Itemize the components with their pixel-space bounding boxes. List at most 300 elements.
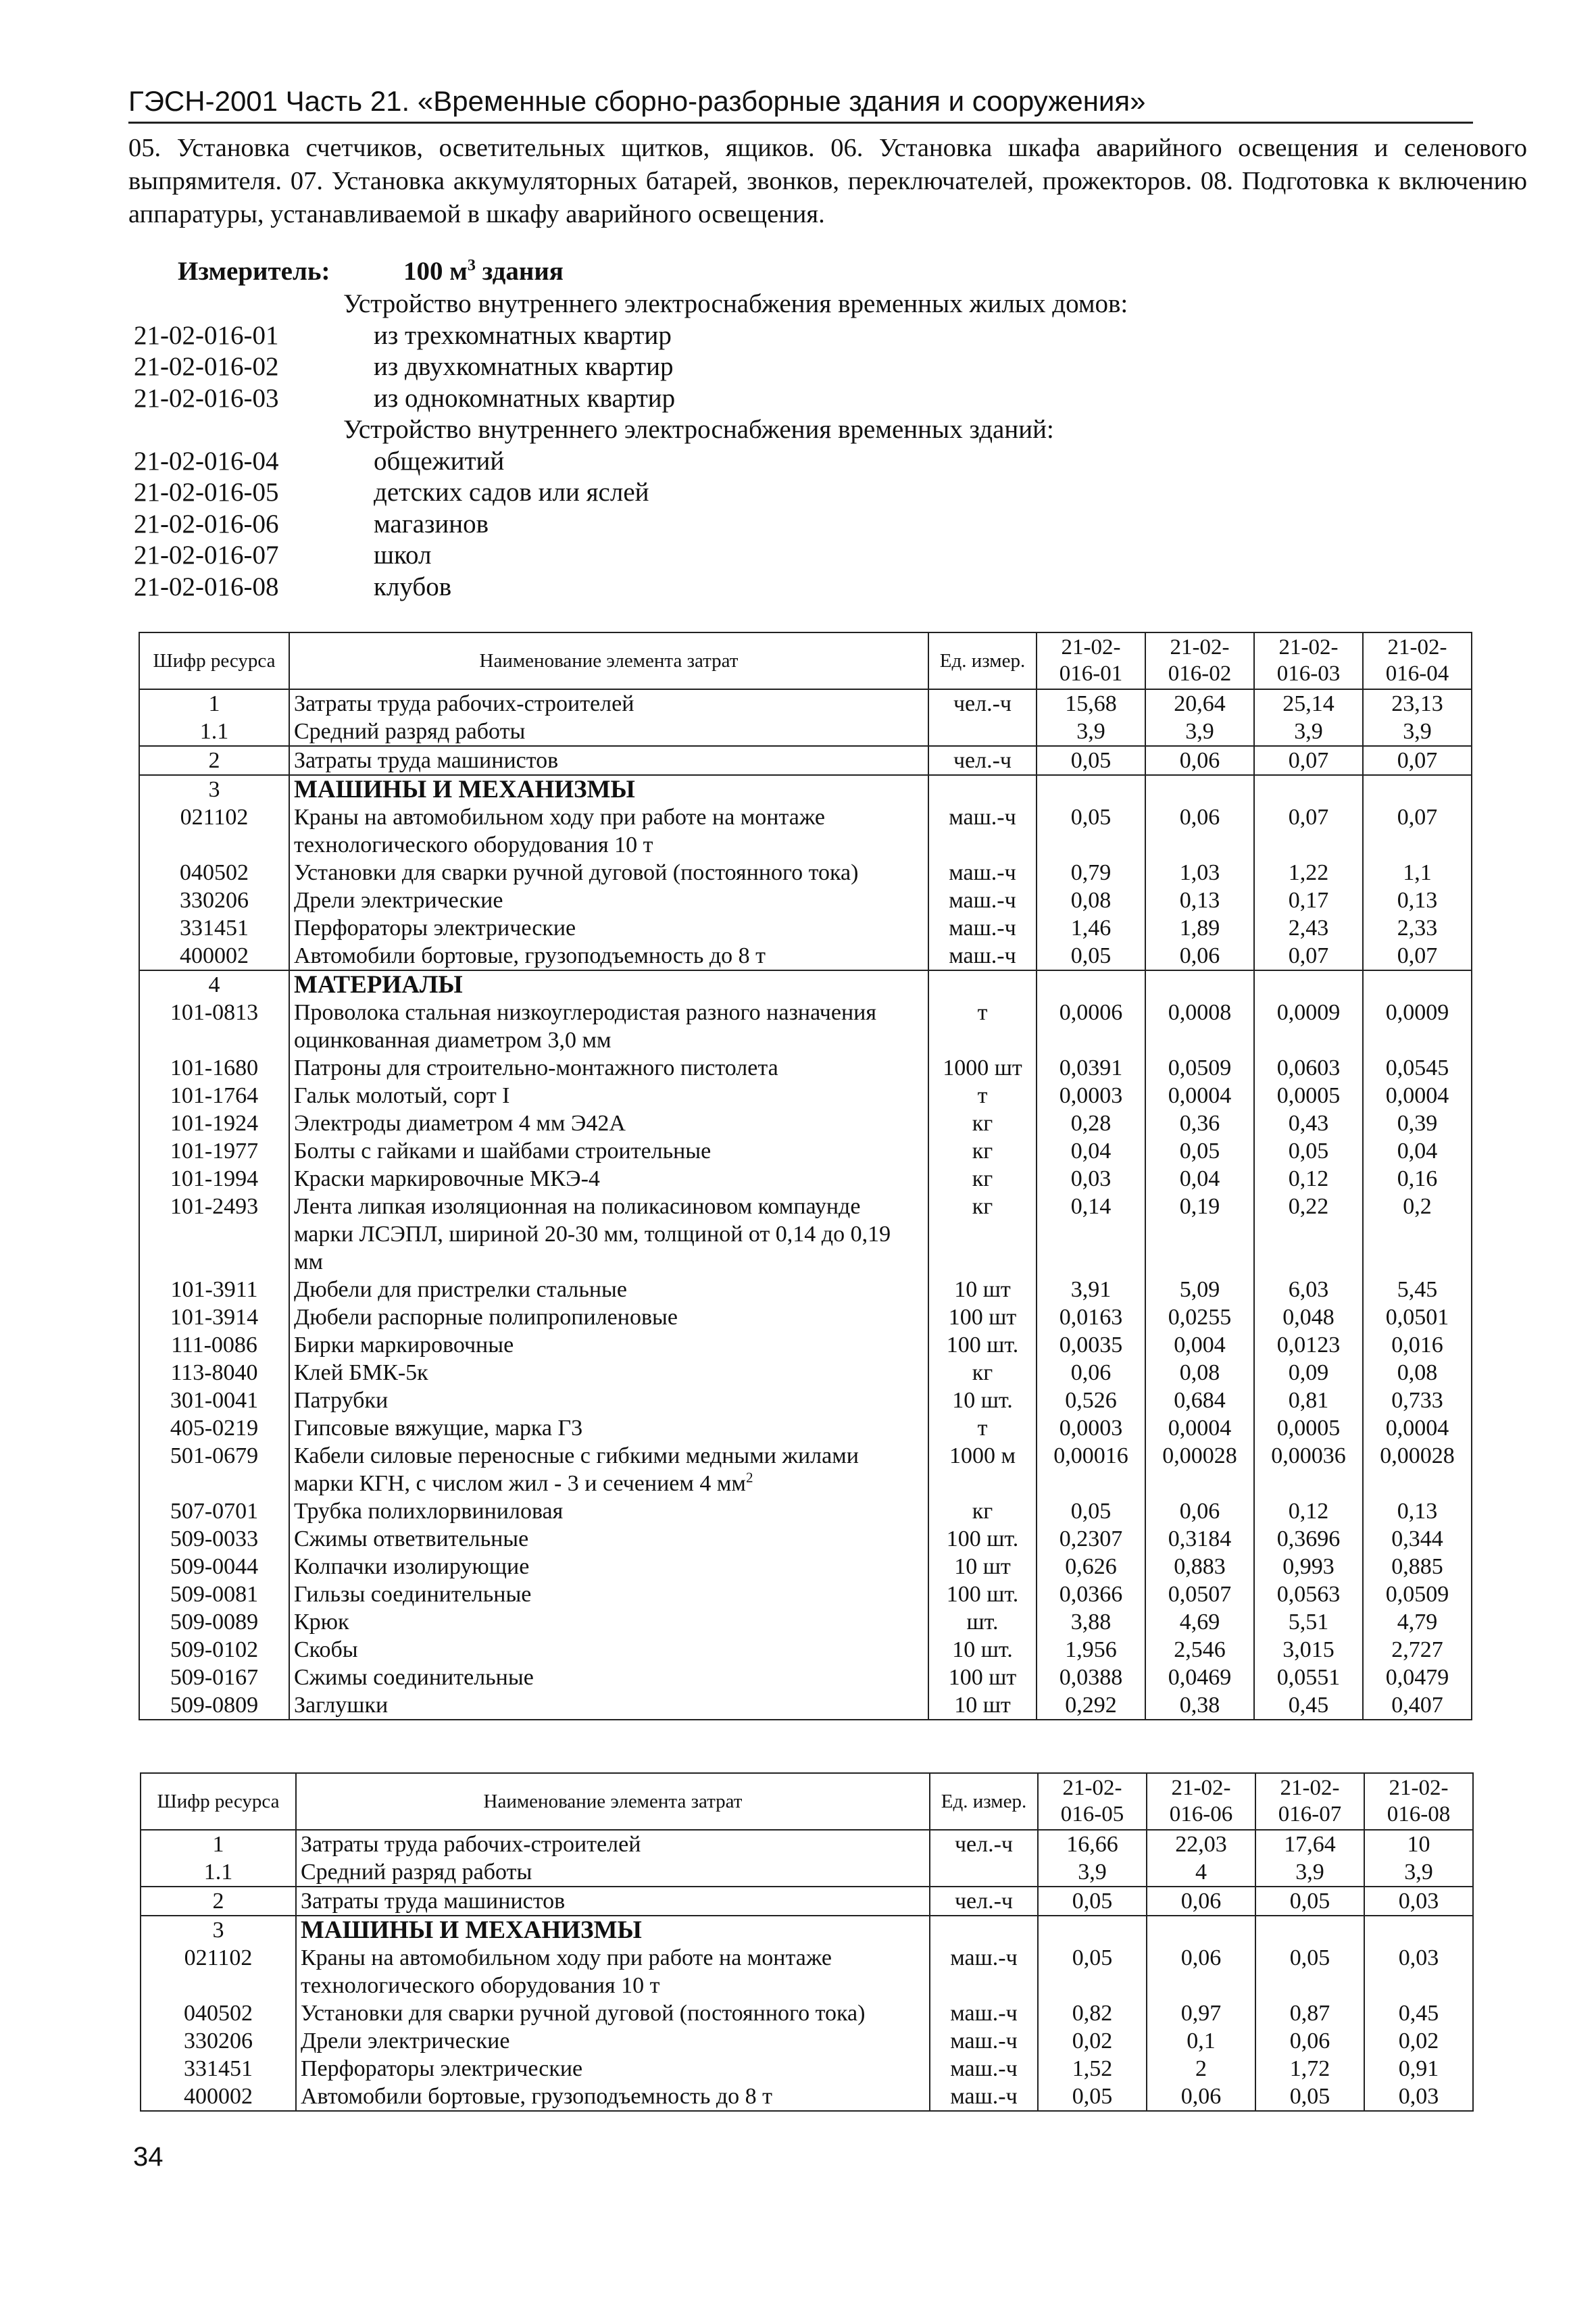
resource-code: 101-1924 bbox=[139, 1110, 289, 1137]
value-cell: 0,04 bbox=[1145, 1165, 1254, 1193]
unit-of-measure: кг bbox=[928, 1110, 1037, 1137]
value-cell bbox=[1363, 775, 1472, 803]
resource-code: 040502 bbox=[141, 1999, 296, 2027]
value-cell: 0,81 bbox=[1254, 1387, 1363, 1414]
table-row bbox=[139, 1387, 1472, 1414]
code-list-item: 21-02-016-05 детских садов или яслей bbox=[134, 478, 649, 507]
value-cell: 0,1 bbox=[1147, 2027, 1255, 2055]
unit-of-measure: т bbox=[928, 1082, 1037, 1110]
header-column-code: 21-02- 016-01 bbox=[1037, 632, 1145, 689]
resource-code: 021102 bbox=[141, 1944, 296, 1999]
value-cell: 0,06 bbox=[1145, 1497, 1254, 1525]
value-cell: 1,956 bbox=[1037, 1636, 1145, 1664]
value-cell: 0,0004 bbox=[1363, 1082, 1472, 1110]
value-cell: 3,9 bbox=[1364, 1858, 1473, 1887]
cost-element-name: Проволока стальная низкоуглеродистая разного назначения оцинкованная диаметром 3,0 мм bbox=[289, 999, 928, 1054]
cost-element-name: Болты с гайками и шайбами строительные bbox=[289, 1137, 928, 1165]
cost-element-name: Дюбели для пристрелки стальные bbox=[289, 1276, 928, 1303]
table-row bbox=[139, 1553, 1472, 1580]
table-row bbox=[139, 914, 1472, 942]
value-cell: 0,0545 bbox=[1363, 1054, 1472, 1082]
table-row bbox=[141, 1999, 1473, 2027]
value-cell: 0,05 bbox=[1255, 1887, 1364, 1916]
table-row bbox=[141, 2027, 1473, 2055]
value-cell: 0,00036 bbox=[1254, 1442, 1363, 1497]
value-cell: 0,626 bbox=[1037, 1553, 1145, 1580]
header-column-code: 21-02- 016-04 bbox=[1363, 632, 1472, 689]
measure-unit bbox=[178, 255, 564, 288]
table-row bbox=[141, 1830, 1473, 1858]
cost-element-name: Крюк bbox=[289, 1608, 928, 1636]
table-row bbox=[139, 803, 1472, 859]
cost-element-name: Трубка полихлорвиниловая bbox=[289, 1497, 928, 1525]
value-cell: 1,72 bbox=[1255, 2055, 1364, 2083]
cost-element-name: Затраты труда машинистов bbox=[289, 746, 928, 775]
resource-code: 1 bbox=[139, 689, 289, 718]
unit-of-measure: чел.-ч bbox=[928, 689, 1037, 718]
value-cell: 0,07 bbox=[1363, 942, 1472, 970]
value-cell: 0,45 bbox=[1254, 1691, 1363, 1720]
value-cell: 3,91 bbox=[1037, 1276, 1145, 1303]
value-cell: 15,68 bbox=[1037, 689, 1145, 718]
unit-of-measure: маш.-ч bbox=[930, 2055, 1038, 2083]
resource-code: 021102 bbox=[139, 803, 289, 859]
unit-of-measure: маш.-ч bbox=[930, 1944, 1038, 1999]
cost-element-name: Кабели силовые переносные с гибкими медными жилами марки КГН, с числом жил - 3 и сечением 4 $мм^2$ bbox=[289, 1442, 928, 1497]
value-cell bbox=[1254, 970, 1363, 999]
value-cell: 0,05 bbox=[1037, 803, 1145, 859]
value-cell: 0,526 bbox=[1037, 1387, 1145, 1414]
unit-of-measure: шт. bbox=[928, 1608, 1037, 1636]
table-row bbox=[139, 887, 1472, 914]
unit-of-measure: 10 шт bbox=[928, 1553, 1037, 1580]
value-cell: 0,12 bbox=[1254, 1165, 1363, 1193]
value-cell: 0,06 bbox=[1255, 2027, 1364, 2055]
value-cell: 0,19 bbox=[1145, 1193, 1254, 1276]
table-row bbox=[139, 999, 1472, 1054]
cost-element-name: Средний разряд работы bbox=[289, 718, 928, 746]
value-cell: 0,0123 bbox=[1254, 1331, 1363, 1359]
value-cell: 0,06 bbox=[1147, 1944, 1255, 1999]
value-cell bbox=[1037, 775, 1145, 803]
table-row bbox=[139, 1691, 1472, 1720]
unit-of-measure: кг bbox=[928, 1497, 1037, 1525]
value-cell: 1,46 bbox=[1037, 914, 1145, 942]
cost-element-name: МАШИНЫ И МЕХАНИЗМЫ bbox=[289, 775, 928, 803]
unit-of-measure: т bbox=[928, 1414, 1037, 1442]
resource-code: 405-0219 bbox=[139, 1414, 289, 1442]
code-list-item: 21-02-016-01 из трехкомнатных квартир bbox=[134, 320, 672, 350]
value-cell: 0,03 bbox=[1364, 1944, 1473, 1999]
value-cell: 0,06 bbox=[1147, 1887, 1255, 1916]
resource-table-1 bbox=[139, 632, 1472, 1720]
value-cell: 0,09 bbox=[1254, 1359, 1363, 1387]
unit-of-measure: т bbox=[928, 999, 1037, 1054]
value-cell: 1,1 bbox=[1363, 859, 1472, 887]
unit-of-measure: маш.-ч bbox=[930, 1999, 1038, 2027]
value-cell: 5,45 bbox=[1363, 1276, 1472, 1303]
value-cell: 0,0469 bbox=[1145, 1664, 1254, 1691]
table-row bbox=[139, 1359, 1472, 1387]
header-resource-code: Шифр ресурса bbox=[141, 1773, 296, 1830]
value-cell: 0,13 bbox=[1363, 1497, 1472, 1525]
resource-code: 101-1977 bbox=[139, 1137, 289, 1165]
value-cell: 0,07 bbox=[1254, 942, 1363, 970]
value-cell: 0,05 bbox=[1145, 1137, 1254, 1165]
value-cell: 17,64 bbox=[1255, 1830, 1364, 1858]
value-cell: 0,05 bbox=[1038, 2083, 1147, 2111]
cost-element-name: Гильзы соединительные bbox=[289, 1580, 928, 1608]
table-row bbox=[141, 2083, 1473, 2111]
cost-element-name: Дрели электрические bbox=[296, 2027, 930, 2055]
value-cell: 2,43 bbox=[1254, 914, 1363, 942]
value-cell: 1,89 bbox=[1145, 914, 1254, 942]
cost-element-name: Автомобили бортовые, грузоподъемность до 8 т bbox=[296, 2083, 930, 2111]
resource-code: 113-8040 bbox=[139, 1359, 289, 1387]
value-cell: 2,33 bbox=[1363, 914, 1472, 942]
value-cell: 3,9 bbox=[1038, 1858, 1147, 1887]
value-cell: 0,12 bbox=[1254, 1497, 1363, 1525]
table-row bbox=[139, 746, 1472, 775]
value-cell: 3,9 bbox=[1363, 718, 1472, 746]
cost-element-name: Колпачки изолирующие bbox=[289, 1553, 928, 1580]
value-cell: 0,82 bbox=[1038, 1999, 1147, 2027]
value-cell: 10 bbox=[1364, 1830, 1473, 1858]
cost-element-name: Краски маркировочные МКЭ-4 bbox=[289, 1165, 928, 1193]
value-cell: 3,9 bbox=[1254, 718, 1363, 746]
table-row bbox=[139, 1082, 1472, 1110]
value-cell: 0,05 bbox=[1038, 1887, 1147, 1916]
code-group-heading: Устройство внутреннего электроснабжения временных жилых домов: bbox=[343, 289, 1128, 318]
header-column-code: 21-02- 016-06 bbox=[1147, 1773, 1255, 1830]
table-row bbox=[139, 942, 1472, 970]
value-cell bbox=[1254, 775, 1363, 803]
value-cell: 0,0563 bbox=[1254, 1580, 1363, 1608]
resource-code: 3 bbox=[141, 1916, 296, 1944]
table-row bbox=[139, 859, 1472, 887]
value-cell bbox=[1364, 1916, 1473, 1944]
table-row bbox=[141, 1944, 1473, 1999]
value-cell: 1,22 bbox=[1254, 859, 1363, 887]
value-cell: 0,0003 bbox=[1037, 1082, 1145, 1110]
code-list bbox=[134, 289, 1418, 603]
cost-element-name: Установки для сварки ручной дуговой (постоянного тока) bbox=[289, 859, 928, 887]
code-list-item: 21-02-016-03 из однокомнатных квартир bbox=[134, 383, 676, 413]
value-cell: 0,14 bbox=[1037, 1193, 1145, 1276]
cost-element-name: Краны на автомобильном ходу при работе на монтаже технологического оборудования 10 т bbox=[296, 1944, 930, 1999]
unit-of-measure: 1000 шт bbox=[928, 1054, 1037, 1082]
value-cell: 0,22 bbox=[1254, 1193, 1363, 1276]
unit-of-measure: 10 шт bbox=[928, 1276, 1037, 1303]
cost-element-name: Сжимы соединительные bbox=[289, 1664, 928, 1691]
value-cell: 4 bbox=[1147, 1858, 1255, 1887]
value-cell: 0,0163 bbox=[1037, 1303, 1145, 1331]
cost-element-name: Сжимы ответвительные bbox=[289, 1525, 928, 1553]
value-cell: 0,048 bbox=[1254, 1303, 1363, 1331]
table-row bbox=[139, 689, 1472, 718]
unit-of-measure: маш.-ч bbox=[928, 859, 1037, 887]
value-cell: 0,16 bbox=[1363, 1165, 1472, 1193]
value-cell: 0,03 bbox=[1364, 1887, 1473, 1916]
value-cell: 0,0509 bbox=[1145, 1054, 1254, 1082]
value-cell: 0,05 bbox=[1255, 2083, 1364, 2111]
header-column-code: 21-02- 016-03 bbox=[1254, 632, 1363, 689]
value-cell: 0,0479 bbox=[1363, 1664, 1472, 1691]
cost-element-name: Скобы bbox=[289, 1636, 928, 1664]
cost-element-name: Затраты труда рабочих-строителей bbox=[296, 1830, 930, 1858]
cost-element-name: Гальк молотый, сорт I bbox=[289, 1082, 928, 1110]
measure-label: Измеритель: bbox=[178, 257, 330, 286]
resource-code: 507-0701 bbox=[139, 1497, 289, 1525]
resource-code: 501-0679 bbox=[139, 1442, 289, 1497]
value-cell: 0,06 bbox=[1037, 1359, 1145, 1387]
value-cell: 0,0366 bbox=[1037, 1580, 1145, 1608]
cost-element-name: Установки для сварки ручной дуговой (постоянного тока) bbox=[296, 1999, 930, 2027]
unit-of-measure: чел.-ч bbox=[930, 1887, 1038, 1916]
value-cell: 0,883 bbox=[1145, 1553, 1254, 1580]
cost-element-name: МАШИНЫ И МЕХАНИЗМЫ bbox=[296, 1916, 930, 1944]
value-cell: 0,05 bbox=[1254, 1137, 1363, 1165]
value-cell: 0,0008 bbox=[1145, 999, 1254, 1054]
value-cell: 1,52 bbox=[1038, 2055, 1147, 2083]
resource-code: 400002 bbox=[141, 2083, 296, 2111]
code-list-item: 21-02-016-04 общежитий bbox=[134, 446, 505, 476]
value-cell: 0,2307 bbox=[1037, 1525, 1145, 1553]
code-group-heading: Устройство внутреннего электроснабжения временных зданий: bbox=[343, 415, 1054, 444]
header-cost-element: Наименование элемента затрат bbox=[296, 1773, 930, 1830]
header-column-code: 21-02- 016-08 bbox=[1364, 1773, 1473, 1830]
value-cell: 3,88 bbox=[1037, 1608, 1145, 1636]
cost-element-name: МАТЕРИАЛЫ bbox=[289, 970, 928, 999]
table-row bbox=[139, 1442, 1472, 1497]
value-cell: 3,9 bbox=[1255, 1858, 1364, 1887]
cost-element-name: Бирки маркировочные bbox=[289, 1331, 928, 1359]
value-cell: 0,993 bbox=[1254, 1553, 1363, 1580]
resource-code: 509-0809 bbox=[139, 1691, 289, 1720]
measure-value: 100 $м^3$ здания bbox=[403, 256, 564, 286]
value-cell: 0,97 bbox=[1147, 1999, 1255, 2027]
value-cell bbox=[1145, 970, 1254, 999]
value-cell: 0,08 bbox=[1145, 1359, 1254, 1387]
value-cell: 2 bbox=[1147, 2055, 1255, 2083]
value-cell: 4,69 bbox=[1145, 1608, 1254, 1636]
value-cell: 22,03 bbox=[1147, 1830, 1255, 1858]
value-cell: 0,05 bbox=[1037, 1497, 1145, 1525]
value-cell: 0,39 bbox=[1363, 1110, 1472, 1137]
value-cell: 0,87 bbox=[1255, 1999, 1364, 2027]
value-cell: 0,03 bbox=[1364, 2083, 1473, 2111]
value-cell: 0,0391 bbox=[1037, 1054, 1145, 1082]
value-cell: 0,0009 bbox=[1254, 999, 1363, 1054]
table-row bbox=[139, 1331, 1472, 1359]
resource-code: 331451 bbox=[141, 2055, 296, 2083]
unit-of-measure: чел.-ч bbox=[930, 1830, 1038, 1858]
value-cell: 3,9 bbox=[1037, 718, 1145, 746]
value-cell: 0,07 bbox=[1254, 803, 1363, 859]
header-cost-element: Наименование элемента затрат bbox=[289, 632, 928, 689]
value-cell: 0,02 bbox=[1364, 2027, 1473, 2055]
value-cell: 0,292 bbox=[1037, 1691, 1145, 1720]
cost-element-name: Дюбели распорные полипропиленовые bbox=[289, 1303, 928, 1331]
table-row bbox=[139, 1636, 1472, 1664]
unit-of-measure bbox=[928, 970, 1037, 999]
value-cell: 1,03 bbox=[1145, 859, 1254, 887]
unit-of-measure bbox=[930, 1916, 1038, 1944]
cost-element-name: Гипсовые вяжущие, марка Г3 bbox=[289, 1414, 928, 1442]
cost-element-name: Электроды диаметром 4 мм Э42А bbox=[289, 1110, 928, 1137]
unit-of-measure: 100 шт. bbox=[928, 1525, 1037, 1553]
value-cell: 0,885 bbox=[1363, 1553, 1472, 1580]
value-cell bbox=[1037, 970, 1145, 999]
value-cell: 0,07 bbox=[1363, 746, 1472, 775]
table-row bbox=[139, 1414, 1472, 1442]
unit-of-measure bbox=[928, 718, 1037, 746]
value-cell: 0,08 bbox=[1037, 887, 1145, 914]
resource-code: 509-0167 bbox=[139, 1664, 289, 1691]
cost-element-name: Дрели электрические bbox=[289, 887, 928, 914]
resource-code: 509-0102 bbox=[139, 1636, 289, 1664]
value-cell: 0,00016 bbox=[1037, 1442, 1145, 1497]
value-cell: 0,0004 bbox=[1145, 1414, 1254, 1442]
value-cell: 0,91 bbox=[1364, 2055, 1473, 2083]
value-cell: 0,344 bbox=[1363, 1525, 1472, 1553]
table-row bbox=[139, 1497, 1472, 1525]
resource-code: 1.1 bbox=[141, 1858, 296, 1887]
value-cell: 4,79 bbox=[1363, 1608, 1472, 1636]
table-row bbox=[139, 1137, 1472, 1165]
table-row bbox=[139, 1580, 1472, 1608]
unit-of-measure: маш.-ч bbox=[930, 2027, 1038, 2055]
value-cell: 0,43 bbox=[1254, 1110, 1363, 1137]
unit-of-measure: кг bbox=[928, 1137, 1037, 1165]
value-cell: 23,13 bbox=[1363, 689, 1472, 718]
resource-code: 2 bbox=[141, 1887, 296, 1916]
value-cell: 0,05 bbox=[1037, 746, 1145, 775]
cost-element-name: Затраты труда рабочих-строителей bbox=[289, 689, 928, 718]
header-column-code: 21-02- 016-07 bbox=[1255, 1773, 1364, 1830]
value-cell: 0,07 bbox=[1363, 803, 1472, 859]
value-cell: 0,05 bbox=[1255, 1944, 1364, 1999]
value-cell: 0,05 bbox=[1038, 1944, 1147, 1999]
value-cell: 25,14 bbox=[1254, 689, 1363, 718]
unit-of-measure: маш.-ч bbox=[928, 887, 1037, 914]
value-cell: 0,0004 bbox=[1363, 1414, 1472, 1442]
table-row bbox=[139, 1165, 1472, 1193]
header-resource-code: Шифр ресурса bbox=[139, 632, 289, 689]
value-cell: 0,2 bbox=[1363, 1193, 1472, 1276]
value-cell: 0,407 bbox=[1363, 1691, 1472, 1720]
value-cell: 0,0501 bbox=[1363, 1303, 1472, 1331]
cost-element-name: Затраты труда машинистов bbox=[296, 1887, 930, 1916]
resource-code: 509-0044 bbox=[139, 1553, 289, 1580]
resource-code: 509-0081 bbox=[139, 1580, 289, 1608]
table-row bbox=[141, 1916, 1473, 1944]
value-cell: 20,64 bbox=[1145, 689, 1254, 718]
resource-code: 111-0086 bbox=[139, 1331, 289, 1359]
code-list-item: 21-02-016-06 магазинов bbox=[134, 509, 489, 539]
value-cell bbox=[1255, 1916, 1364, 1944]
unit-of-measure: 1000 м bbox=[928, 1442, 1037, 1497]
unit-of-measure: 10 шт. bbox=[928, 1387, 1037, 1414]
table-row bbox=[139, 1664, 1472, 1691]
value-cell: 5,51 bbox=[1254, 1608, 1363, 1636]
header-column-code: 21-02- 016-02 bbox=[1145, 632, 1254, 689]
value-cell: 0,733 bbox=[1363, 1387, 1472, 1414]
resource-code: 101-1680 bbox=[139, 1054, 289, 1082]
table-row bbox=[139, 1525, 1472, 1553]
value-cell: 0,06 bbox=[1145, 746, 1254, 775]
resource-code: 101-3911 bbox=[139, 1276, 289, 1303]
value-cell: 0,3184 bbox=[1145, 1525, 1254, 1553]
value-cell: 0,0255 bbox=[1145, 1303, 1254, 1331]
table-row bbox=[141, 1858, 1473, 1887]
cost-element-name: Перфораторы электрические bbox=[296, 2055, 930, 2083]
page-header: ГЭСН-2001 Часть 21. «Временные сборно-разборные здания и сооружения» bbox=[128, 84, 1473, 124]
unit-of-measure: маш.-ч bbox=[928, 942, 1037, 970]
value-cell: 0,684 bbox=[1145, 1387, 1254, 1414]
unit-of-measure: 100 шт. bbox=[928, 1580, 1037, 1608]
cost-element-name: Патроны для строительно-монтажного пистолета bbox=[289, 1054, 928, 1082]
value-cell: 0,0388 bbox=[1037, 1664, 1145, 1691]
value-cell bbox=[1145, 775, 1254, 803]
resource-code: 330206 bbox=[139, 887, 289, 914]
unit-of-measure: маш.-ч bbox=[928, 803, 1037, 859]
value-cell: 0,0006 bbox=[1037, 999, 1145, 1054]
value-cell: 2,546 bbox=[1145, 1636, 1254, 1664]
resource-code: 040502 bbox=[139, 859, 289, 887]
unit-of-measure: маш.-ч bbox=[928, 914, 1037, 942]
table-row bbox=[141, 1887, 1473, 1916]
value-cell: 0,13 bbox=[1145, 887, 1254, 914]
resource-code: 509-0089 bbox=[139, 1608, 289, 1636]
table-row bbox=[139, 1110, 1472, 1137]
cost-element-name: Клей БМК-5к bbox=[289, 1359, 928, 1387]
value-cell: 0,0005 bbox=[1254, 1082, 1363, 1110]
resource-code: 330206 bbox=[141, 2027, 296, 2055]
table-row bbox=[139, 775, 1472, 803]
intro-text: 05. Установка счетчиков, осветительных щитков, ящиков. 06. Установка шкафа аварийного освещения и селенового выпрямителя. 07. Установка аккумуляторных батарей, звонков, переключателей, прожекторов. 08. Подготовка к включению аппаратуры, устанавливаемой в шкафу аварийного освещения. bbox=[128, 134, 1527, 228]
cost-element-name: Автомобили бортовые, грузоподъемность до 8 т bbox=[289, 942, 928, 970]
unit-of-measure: 100 шт bbox=[928, 1664, 1037, 1691]
value-cell: 2,727 bbox=[1363, 1636, 1472, 1664]
unit-of-measure: кг bbox=[928, 1193, 1037, 1276]
cost-element-name: Заглушки bbox=[289, 1691, 928, 1720]
value-cell: 0,0003 bbox=[1037, 1414, 1145, 1442]
value-cell: 0,28 bbox=[1037, 1110, 1145, 1137]
value-cell: 0,05 bbox=[1037, 942, 1145, 970]
value-cell: 0,02 bbox=[1038, 2027, 1147, 2055]
cost-element-name: Патрубки bbox=[289, 1387, 928, 1414]
resource-table-2 bbox=[140, 1772, 1474, 2112]
value-cell: 0,07 bbox=[1254, 746, 1363, 775]
value-cell: 0,00028 bbox=[1363, 1442, 1472, 1497]
value-cell: 3,9 bbox=[1145, 718, 1254, 746]
unit-of-measure: кг bbox=[928, 1359, 1037, 1387]
cost-element-name: Лента липкая изоляционная на поликасиновом компаунде марки ЛСЭПЛ, шириной 20-30 мм, толщиной от 0,14 до 0,19 мм bbox=[289, 1193, 928, 1276]
resource-code: 101-3914 bbox=[139, 1303, 289, 1331]
value-cell: 0,0507 bbox=[1145, 1580, 1254, 1608]
header-column-code: 21-02- 016-05 bbox=[1038, 1773, 1147, 1830]
value-cell: 0,17 bbox=[1254, 887, 1363, 914]
resource-code: 400002 bbox=[139, 942, 289, 970]
page-number: 34 bbox=[133, 2142, 164, 2172]
value-cell: 0,0509 bbox=[1363, 1580, 1472, 1608]
table-row bbox=[139, 1193, 1472, 1276]
unit-of-measure: 10 шт bbox=[928, 1691, 1037, 1720]
header-unit: Ед. измер. bbox=[928, 632, 1037, 689]
value-cell: 0,0603 bbox=[1254, 1054, 1363, 1082]
value-cell: 0,36 bbox=[1145, 1110, 1254, 1137]
